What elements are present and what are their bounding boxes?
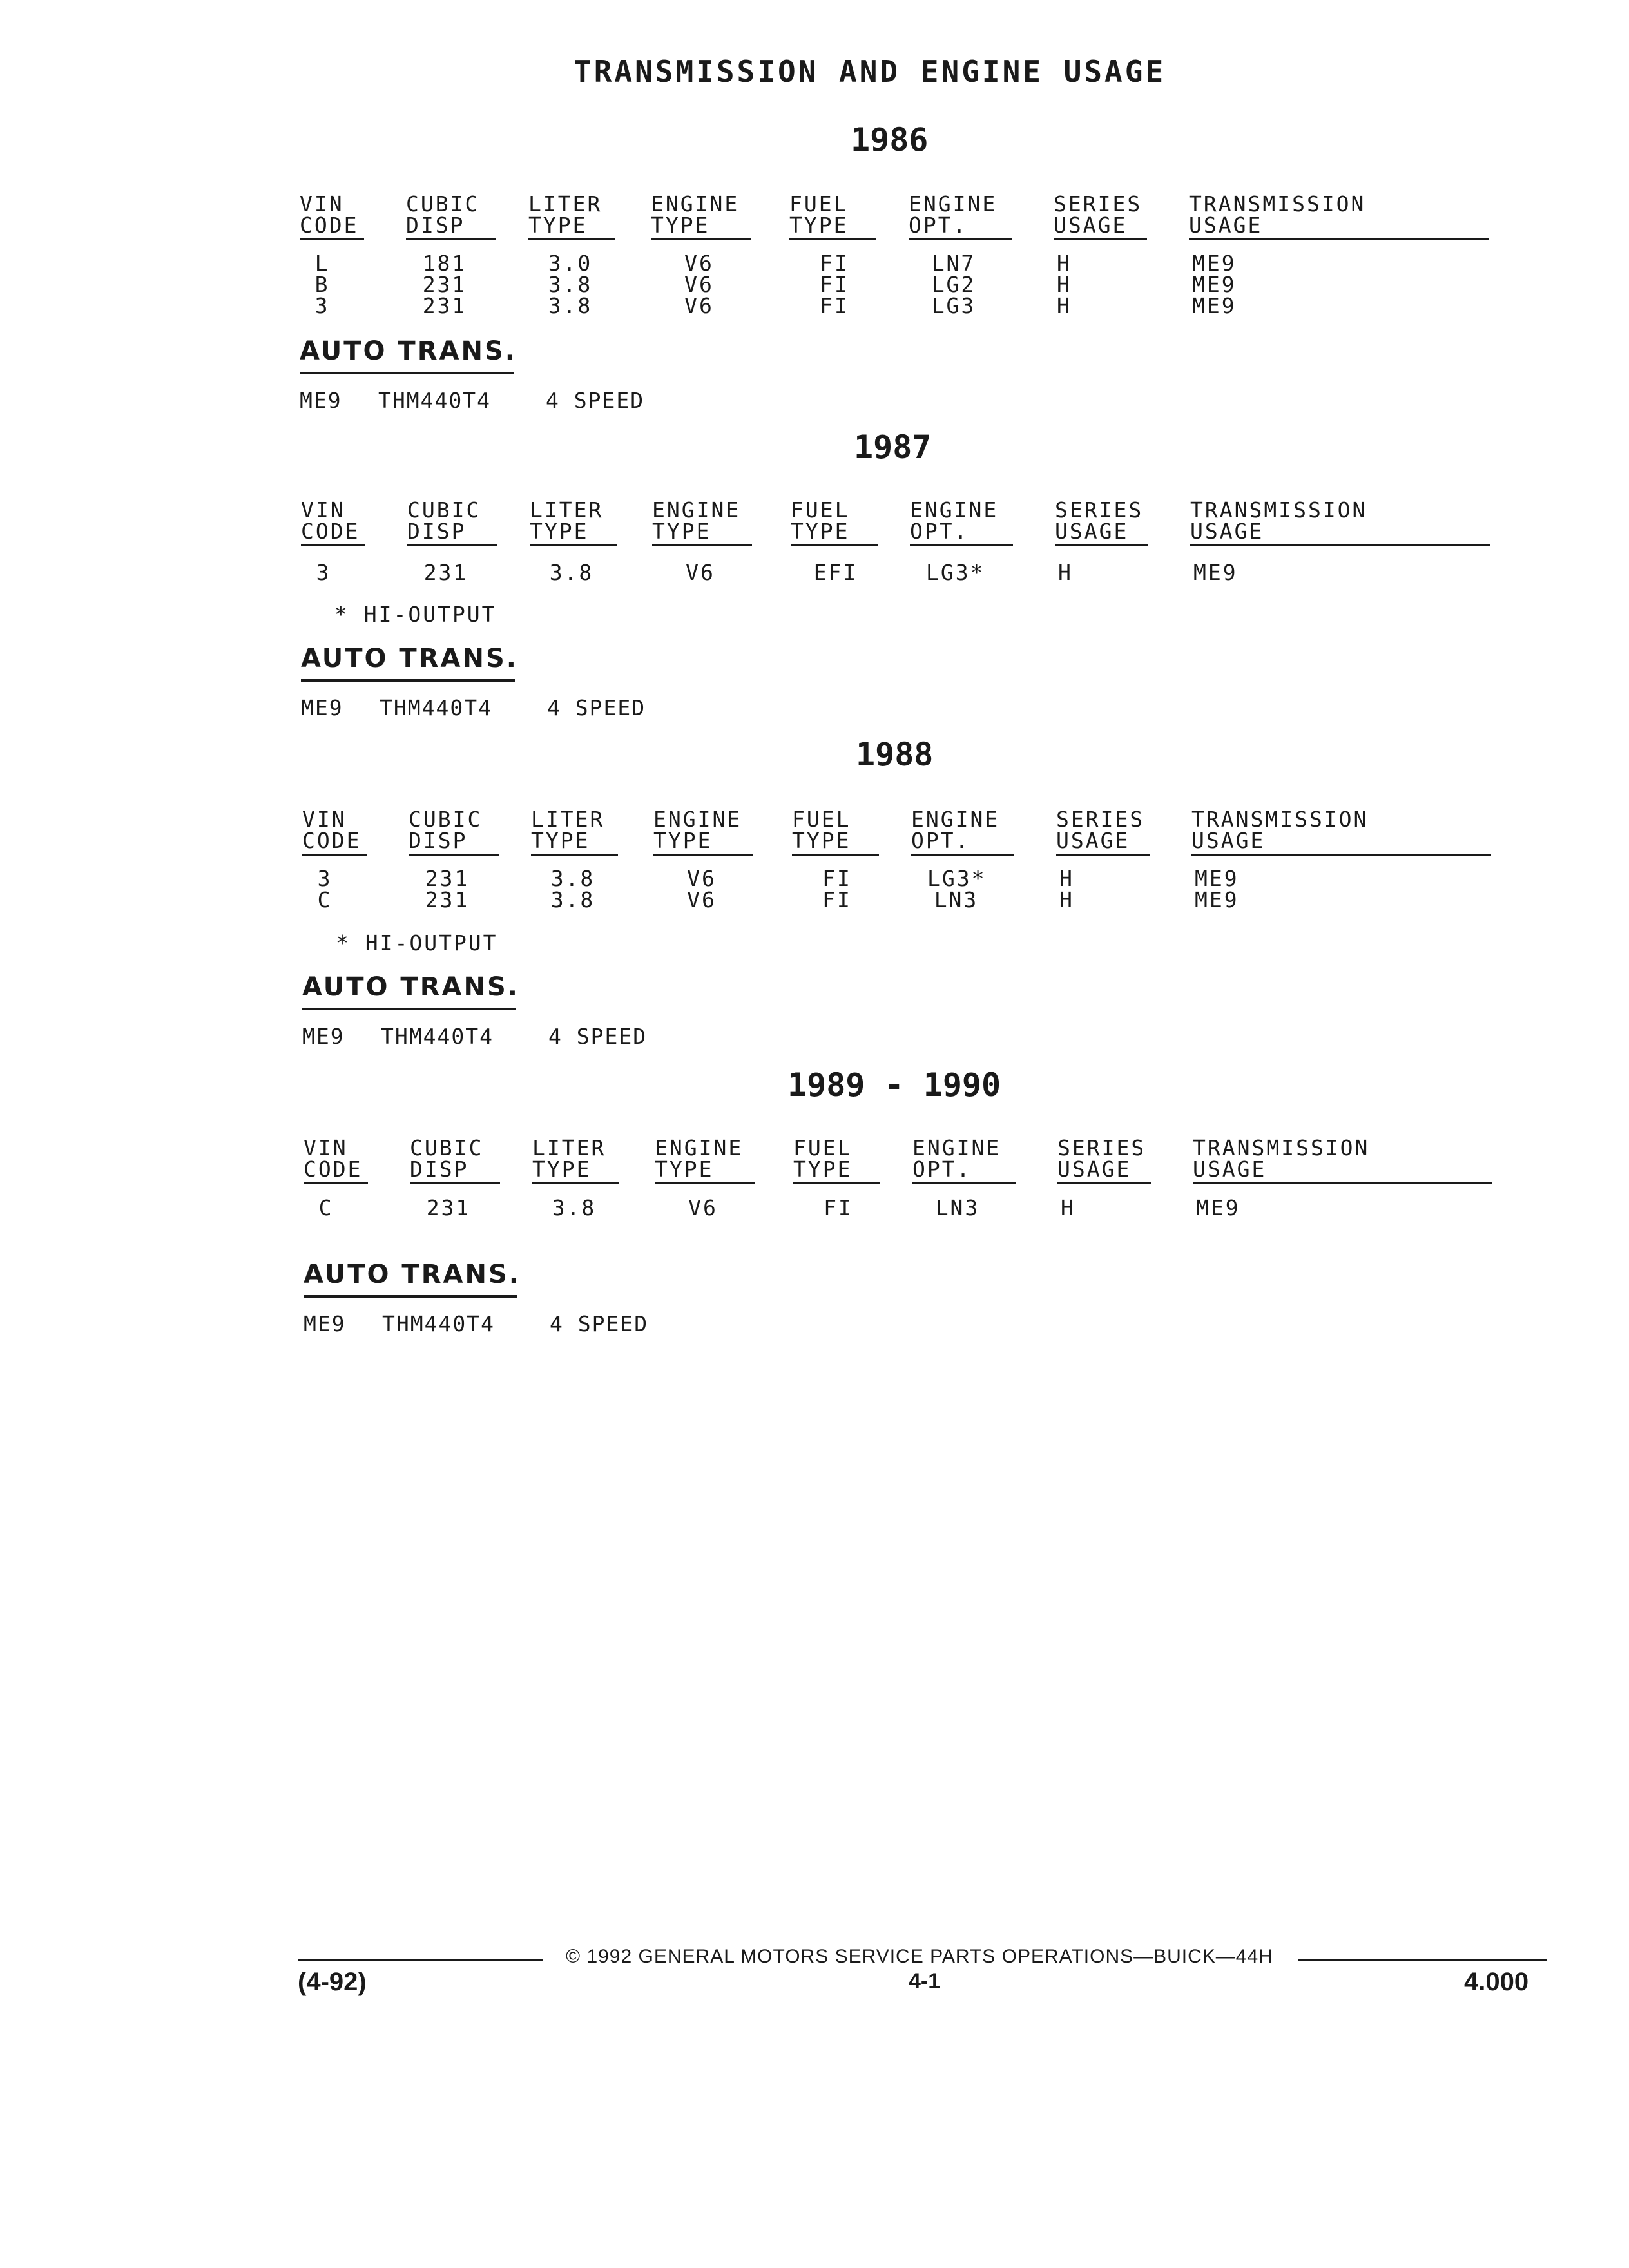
table-cell: ME9 bbox=[1196, 1195, 1240, 1220]
column-header bbox=[791, 499, 849, 542]
column-header-line: LITER bbox=[530, 497, 604, 523]
column-header-line: TRANSMISSION bbox=[1189, 191, 1366, 216]
year-heading: 1988 bbox=[856, 736, 934, 773]
header-underline bbox=[793, 1182, 880, 1184]
auto-trans-heading: AUTO TRANS. bbox=[300, 336, 517, 366]
column-header-line: ENGINE bbox=[909, 191, 998, 216]
table-cell: 231 bbox=[425, 866, 470, 891]
table-cell: LG3* bbox=[926, 560, 985, 585]
column-header-line: USAGE bbox=[1055, 519, 1129, 544]
column-header-line: CUBIC bbox=[407, 497, 481, 523]
table-cell: H bbox=[1061, 1195, 1075, 1220]
header-underline bbox=[912, 1182, 1016, 1184]
table-cell: V6 bbox=[686, 560, 715, 585]
table-cell: C bbox=[317, 887, 333, 912]
column-header bbox=[789, 193, 848, 236]
column-header-line: ENGINE bbox=[652, 497, 741, 523]
header-underline bbox=[1057, 1182, 1151, 1184]
footnote: * HI-OUTPUT bbox=[334, 602, 497, 627]
auto-trans-underline bbox=[302, 1008, 516, 1010]
column-header-line: FUEL bbox=[792, 807, 851, 832]
column-header-line: SERIES bbox=[1055, 497, 1144, 523]
column-header-line: CODE bbox=[302, 828, 361, 853]
transmission-entry: THM440T4 bbox=[380, 695, 492, 720]
table-cell: 3 bbox=[314, 293, 330, 318]
table-cell: 3.8 bbox=[550, 887, 595, 912]
column-header bbox=[655, 1137, 743, 1180]
table-cell: LN7 bbox=[931, 251, 976, 276]
table-cell: LN3 bbox=[935, 1195, 980, 1220]
column-header bbox=[407, 499, 481, 542]
column-header-line: TYPE bbox=[789, 213, 849, 238]
table-cell: 231 bbox=[422, 272, 467, 297]
column-header-line: LITER bbox=[532, 1135, 606, 1160]
column-header bbox=[912, 1137, 1001, 1180]
table-cell: 3.8 bbox=[550, 866, 595, 891]
column-header bbox=[1191, 809, 1368, 851]
column-header bbox=[302, 809, 361, 851]
header-underline bbox=[789, 238, 876, 240]
column-header bbox=[301, 499, 360, 542]
column-header bbox=[651, 193, 739, 236]
column-header-line: USAGE bbox=[1193, 1157, 1267, 1182]
footer-rule-right bbox=[1298, 1959, 1547, 1961]
table-cell: 3 bbox=[317, 866, 333, 891]
column-header-line: ENGINE bbox=[651, 191, 740, 216]
column-header-line: DISP bbox=[406, 213, 465, 238]
table-cell: 181 bbox=[422, 251, 467, 276]
header-underline bbox=[1193, 1182, 1492, 1184]
table-cell: H bbox=[1058, 560, 1073, 585]
year-heading: 1989 - 1990 bbox=[787, 1066, 1001, 1104]
table-cell: FI bbox=[820, 293, 849, 318]
auto-trans-underline bbox=[300, 372, 514, 374]
column-header bbox=[406, 193, 479, 236]
table-cell: V6 bbox=[688, 1195, 718, 1220]
header-underline bbox=[1055, 544, 1148, 546]
table-cell: FI bbox=[820, 272, 849, 297]
table-cell: 231 bbox=[422, 293, 467, 318]
table-cell: ME9 bbox=[1193, 560, 1238, 585]
column-header bbox=[1057, 1137, 1146, 1180]
column-header-line: USAGE bbox=[1190, 519, 1264, 544]
column-header-line: ENGINE bbox=[653, 807, 742, 832]
table-cell: H bbox=[1057, 251, 1072, 276]
header-underline bbox=[909, 238, 1012, 240]
header-underline bbox=[528, 238, 615, 240]
column-header-line: LITER bbox=[528, 191, 602, 216]
column-header bbox=[304, 1137, 362, 1180]
transmission-entry: 4 SPEED bbox=[550, 1311, 649, 1336]
column-header bbox=[910, 499, 998, 542]
column-header-line: TRANSMISSION bbox=[1190, 497, 1367, 523]
table-cell: LG3 bbox=[931, 293, 976, 318]
table-cell: ME9 bbox=[1192, 251, 1237, 276]
header-underline bbox=[910, 544, 1013, 546]
table-cell: C bbox=[318, 1195, 334, 1220]
footer-date-code: (4-92) bbox=[298, 1968, 367, 1996]
column-header-line: SERIES bbox=[1057, 1135, 1146, 1160]
column-header-line: FUEL bbox=[793, 1135, 853, 1160]
table-cell: LG2 bbox=[931, 272, 976, 297]
table-cell: LN3 bbox=[934, 887, 979, 912]
column-header-line: SERIES bbox=[1054, 191, 1142, 216]
column-header-line: TYPE bbox=[653, 828, 713, 853]
table-cell: L bbox=[314, 251, 330, 276]
column-header bbox=[1190, 499, 1367, 542]
table-cell: 231 bbox=[426, 1195, 471, 1220]
header-underline bbox=[1191, 854, 1491, 856]
header-underline bbox=[911, 854, 1014, 856]
table-cell: ME9 bbox=[1192, 293, 1237, 318]
header-underline bbox=[530, 544, 617, 546]
column-header bbox=[410, 1137, 483, 1180]
column-header-line: TYPE bbox=[792, 828, 851, 853]
column-header-line: VIN bbox=[304, 1135, 348, 1160]
table-cell: FI bbox=[822, 887, 852, 912]
column-header-line: VIN bbox=[301, 497, 345, 523]
column-header-line: OPT. bbox=[912, 1157, 972, 1182]
table-cell: ME9 bbox=[1192, 272, 1237, 297]
engine-usage-table bbox=[301, 499, 1499, 757]
footnote: * HI-OUTPUT bbox=[336, 930, 498, 956]
year-heading: 1987 bbox=[854, 428, 932, 466]
header-underline bbox=[655, 1182, 755, 1184]
column-header-line: OPT. bbox=[909, 213, 968, 238]
table-cell: V6 bbox=[684, 251, 714, 276]
column-header-line: CUBIC bbox=[406, 191, 480, 216]
transmission-entry: THM440T4 bbox=[382, 1311, 495, 1336]
transmission-entry: 4 SPEED bbox=[546, 388, 645, 413]
column-header-line: DISP bbox=[410, 1157, 469, 1182]
column-header bbox=[1189, 193, 1365, 236]
column-header-line: TRANSMISSION bbox=[1193, 1135, 1370, 1160]
auto-trans-underline bbox=[304, 1295, 517, 1298]
footer-rule-left bbox=[298, 1959, 543, 1961]
column-header-line: OPT. bbox=[911, 828, 970, 853]
year-heading: 1986 bbox=[851, 121, 929, 159]
transmission-entry: ME9 bbox=[300, 388, 342, 413]
table-cell: 3.8 bbox=[548, 293, 593, 318]
column-header bbox=[528, 193, 602, 236]
column-header bbox=[652, 499, 740, 542]
column-header-line: USAGE bbox=[1056, 828, 1130, 853]
footer-page-number: 4-1 bbox=[909, 1969, 941, 1994]
column-header-line: USAGE bbox=[1054, 213, 1128, 238]
table-cell: H bbox=[1059, 887, 1074, 912]
header-underline bbox=[409, 854, 499, 856]
auto-trans-underline bbox=[301, 679, 515, 682]
column-header-line: CODE bbox=[300, 213, 359, 238]
transmission-entry: THM440T4 bbox=[381, 1024, 494, 1049]
engine-usage-table bbox=[302, 809, 1501, 1066]
table-cell: B bbox=[314, 272, 330, 297]
header-underline bbox=[304, 1182, 368, 1184]
table-cell: 3.8 bbox=[548, 272, 593, 297]
table-cell: LG3* bbox=[927, 866, 987, 891]
transmission-entry: 4 SPEED bbox=[547, 695, 646, 720]
table-cell: EFI bbox=[813, 560, 858, 585]
column-header bbox=[1056, 809, 1144, 851]
table-cell: 231 bbox=[423, 560, 468, 585]
column-header-line: TYPE bbox=[793, 1157, 853, 1182]
column-header-line: FUEL bbox=[791, 497, 850, 523]
header-underline bbox=[300, 238, 364, 240]
header-underline bbox=[302, 854, 367, 856]
column-header bbox=[909, 193, 997, 236]
column-header-line: TYPE bbox=[531, 828, 590, 853]
column-header-line: TYPE bbox=[651, 213, 710, 238]
table-cell: H bbox=[1059, 866, 1074, 891]
table-cell: FI bbox=[820, 251, 849, 276]
header-underline bbox=[651, 238, 751, 240]
column-header bbox=[1055, 499, 1143, 542]
column-header-line: TYPE bbox=[528, 213, 588, 238]
header-underline bbox=[1190, 544, 1490, 546]
table-cell: ME9 bbox=[1195, 866, 1239, 891]
header-underline bbox=[1189, 238, 1489, 240]
column-header-line: TYPE bbox=[530, 519, 589, 544]
column-header-line: TRANSMISSION bbox=[1191, 807, 1369, 832]
header-underline bbox=[652, 544, 752, 546]
column-header bbox=[792, 809, 851, 851]
transmission-entry: 4 SPEED bbox=[548, 1024, 648, 1049]
column-header-line: TYPE bbox=[652, 519, 711, 544]
transmission-entry: ME9 bbox=[304, 1311, 346, 1336]
engine-usage-table bbox=[300, 193, 1498, 451]
transmission-entry: ME9 bbox=[302, 1024, 345, 1049]
table-cell: ME9 bbox=[1195, 887, 1239, 912]
column-header-line: OPT. bbox=[910, 519, 969, 544]
table-cell: V6 bbox=[687, 887, 717, 912]
column-header bbox=[409, 809, 482, 851]
column-header-line: ENGINE bbox=[655, 1135, 744, 1160]
column-header-line: CODE bbox=[301, 519, 360, 544]
column-header-line: FUEL bbox=[789, 191, 849, 216]
footer-copyright: © 1992 GENERAL MOTORS SERVICE PARTS OPERATIONS—BUICK—44H bbox=[566, 1946, 1273, 1967]
table-cell: H bbox=[1057, 293, 1072, 318]
column-header bbox=[1193, 1137, 1369, 1180]
table-cell: V6 bbox=[684, 293, 714, 318]
column-header bbox=[911, 809, 999, 851]
table-cell: FI bbox=[822, 866, 852, 891]
header-underline bbox=[653, 854, 753, 856]
header-underline bbox=[1054, 238, 1147, 240]
header-underline bbox=[301, 544, 365, 546]
transmission-entry: ME9 bbox=[301, 695, 343, 720]
column-header-line: USAGE bbox=[1191, 828, 1266, 853]
header-underline bbox=[1056, 854, 1150, 856]
table-cell: V6 bbox=[684, 272, 714, 297]
header-underline bbox=[410, 1182, 500, 1184]
auto-trans-heading: AUTO TRANS. bbox=[301, 644, 518, 673]
column-header-line: VIN bbox=[300, 191, 344, 216]
table-cell: H bbox=[1057, 272, 1072, 297]
column-header-line: DISP bbox=[407, 519, 467, 544]
column-header-line: CUBIC bbox=[410, 1135, 484, 1160]
column-header-line: CODE bbox=[304, 1157, 363, 1182]
column-header bbox=[793, 1137, 852, 1180]
column-header bbox=[530, 499, 603, 542]
auto-trans-heading: AUTO TRANS. bbox=[304, 1260, 521, 1289]
transmission-entry: THM440T4 bbox=[378, 388, 491, 413]
column-header-line: USAGE bbox=[1189, 213, 1263, 238]
column-header-line: USAGE bbox=[1057, 1157, 1132, 1182]
column-header-line: TYPE bbox=[532, 1157, 592, 1182]
header-underline bbox=[531, 854, 618, 856]
table-cell: 3 bbox=[316, 560, 331, 585]
engine-usage-table bbox=[304, 1137, 1502, 1395]
header-underline bbox=[406, 238, 496, 240]
column-header bbox=[531, 809, 604, 851]
column-header-line: TYPE bbox=[791, 519, 850, 544]
table-cell: 3.8 bbox=[549, 560, 594, 585]
auto-trans-heading: AUTO TRANS. bbox=[302, 972, 519, 1002]
header-underline bbox=[791, 544, 878, 546]
table-cell: 231 bbox=[425, 887, 470, 912]
column-header-line: LITER bbox=[531, 807, 605, 832]
table-cell: 3.8 bbox=[552, 1195, 597, 1220]
header-underline bbox=[532, 1182, 619, 1184]
column-header-line: SERIES bbox=[1056, 807, 1145, 832]
column-header-line: ENGINE bbox=[911, 807, 1000, 832]
footer-section-number: 4.000 bbox=[1464, 1968, 1529, 1996]
page-title: TRANSMISSION AND ENGINE USAGE bbox=[574, 54, 1166, 89]
header-underline bbox=[407, 544, 497, 546]
column-header-line: ENGINE bbox=[910, 497, 999, 523]
column-header-line: DISP bbox=[409, 828, 468, 853]
column-header-line: CUBIC bbox=[409, 807, 483, 832]
column-header-line: VIN bbox=[302, 807, 347, 832]
header-underline bbox=[792, 854, 879, 856]
table-cell: V6 bbox=[687, 866, 717, 891]
column-header bbox=[1054, 193, 1142, 236]
column-header bbox=[653, 809, 742, 851]
table-cell: FI bbox=[824, 1195, 853, 1220]
column-header-line: TYPE bbox=[655, 1157, 714, 1182]
column-header-line: ENGINE bbox=[912, 1135, 1001, 1160]
table-cell: 3.0 bbox=[548, 251, 593, 276]
column-header bbox=[300, 193, 358, 236]
column-header bbox=[532, 1137, 606, 1180]
